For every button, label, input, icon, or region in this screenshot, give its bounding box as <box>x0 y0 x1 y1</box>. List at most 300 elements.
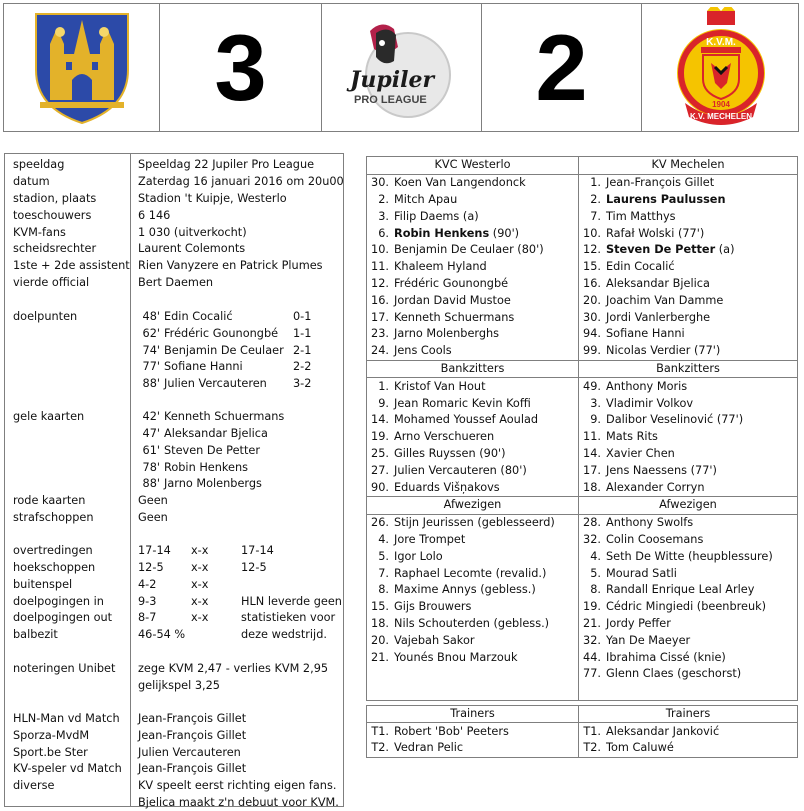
lineup-row <box>367 208 798 225</box>
card-minute: 47' <box>142 427 160 440</box>
stat-value: 17-14 <box>138 544 171 557</box>
shirt-number: 15. <box>371 600 389 614</box>
stat-label: overtredingen <box>13 544 93 557</box>
home-player-cell <box>367 462 579 479</box>
info-label: KVM-fans <box>13 226 66 239</box>
info-value: Speeldag 22 Jupiler Pro League <box>138 158 315 171</box>
lineup-row <box>367 412 798 429</box>
player-name: Jordi Vanlerberghe <box>606 310 711 324</box>
stat-label: hoekschoppen <box>13 561 96 574</box>
away-player-cell <box>579 259 798 276</box>
lineup-row <box>367 259 798 276</box>
lineup-row <box>367 723 798 740</box>
away-player-cell <box>579 242 798 259</box>
lineup-body <box>367 157 798 758</box>
lineup-row <box>367 479 798 496</box>
shirt-number: 30. <box>583 310 601 324</box>
odds-row <box>5 660 343 677</box>
player-name: Aleksandar Janković <box>606 724 720 738</box>
away-player-cell <box>579 192 798 209</box>
shirt-number: T1. <box>371 724 389 738</box>
away-player-cell <box>579 723 798 740</box>
player-name: Aleksandar Bjelica <box>606 276 710 290</box>
info-row <box>5 224 343 241</box>
shirt-number: 25. <box>371 446 389 460</box>
lineup-row <box>367 616 798 633</box>
home-player-cell <box>367 514 579 531</box>
player-name: Jore Trompet <box>394 532 466 546</box>
shirt-number: 14. <box>371 413 389 427</box>
player-name: Filip Daems (a) <box>394 209 479 223</box>
card-player: Jarno Molenbergs <box>164 477 262 490</box>
lineup-row <box>367 632 798 649</box>
diverse-label: diverse <box>13 779 55 792</box>
info-row <box>5 207 343 224</box>
player-name: Raphael Lecomte (revalid.) <box>394 566 547 580</box>
player-name: Jens Cools <box>394 344 452 358</box>
lineup-row <box>367 446 798 463</box>
stat-note: 12-5 <box>241 561 267 574</box>
shirt-number: 17. <box>371 310 389 324</box>
info-value: 6 146 <box>138 209 171 222</box>
player-name: Joachim Van Damme <box>606 293 724 307</box>
player-name: Anthony Moris <box>606 379 688 393</box>
card-minute: 78' <box>142 461 160 474</box>
shirt-number: 8. <box>378 583 389 597</box>
shirt-number: 32. <box>583 633 601 647</box>
player-name: Nicolas Verdier (77') <box>606 344 721 358</box>
shirt-number: 77. <box>583 667 601 681</box>
match-header <box>3 3 799 132</box>
away-player-cell <box>579 565 798 582</box>
player-name: Jarno Molenberghs <box>394 327 500 341</box>
home-section-header: Bankzitters <box>367 360 579 378</box>
home-player-cell <box>367 343 579 360</box>
award-value: Jean-François Gillet <box>138 762 247 775</box>
player-name: Igor Lolo <box>394 549 443 563</box>
away-player-cell <box>579 683 798 700</box>
player-name: Steven De Petter <box>606 243 716 257</box>
info-row <box>5 240 343 257</box>
shirt-number: 30. <box>371 176 389 190</box>
yellow-cards-label: gele kaarten <box>13 410 85 423</box>
home-player-cell <box>367 292 579 309</box>
info-label: speeldag <box>13 158 65 171</box>
goal-score: 2-1 <box>293 344 312 357</box>
away-player-cell <box>579 532 798 549</box>
player-name: Julien Vercauteren (80') <box>394 463 527 477</box>
shirt-number: 4. <box>378 532 389 546</box>
home-player-cell <box>367 242 579 259</box>
shirt-number: T2. <box>583 741 601 755</box>
shirt-number: 14. <box>583 446 601 460</box>
shirt-number: 2. <box>590 192 601 206</box>
card-player: Kenneth Schuermans <box>164 410 285 423</box>
info-value: Stadion 't Kuipje, Westerlo <box>138 192 287 205</box>
away-player-cell <box>579 616 798 633</box>
shirt-number: 23. <box>371 327 389 341</box>
home-player-cell <box>367 412 579 429</box>
home-player-cell <box>367 309 579 326</box>
card-row <box>5 408 343 425</box>
player-name: Vajebah Sakor <box>394 633 475 647</box>
home-player-cell <box>367 446 579 463</box>
shirt-number: 94. <box>583 327 601 341</box>
player-name: Jordan David Mustoe <box>394 293 511 307</box>
card-minute: 42' <box>142 410 160 423</box>
player-name: Colin Coosemans <box>606 532 704 546</box>
shirt-number: 99. <box>583 344 601 358</box>
player-name: Kristof Van Hout <box>394 379 486 393</box>
goal-score: 1-1 <box>293 327 312 340</box>
shirt-number: 9. <box>378 396 389 410</box>
stat-value: 12-5 <box>138 561 164 574</box>
shirt-number: 11. <box>371 260 389 274</box>
lineup-row <box>367 343 798 360</box>
away-player-cell <box>579 395 798 412</box>
away-section-header: Trainers <box>579 705 798 723</box>
home-player-cell <box>367 378 579 395</box>
lineup-table <box>366 156 798 758</box>
player-name: Kenneth Schuermans <box>394 310 515 324</box>
away-section-header: Bankzitters <box>579 360 798 378</box>
stat-note: 17-14 <box>241 544 274 557</box>
shirt-number: 3. <box>590 396 601 410</box>
away-player-cell <box>579 208 798 225</box>
player-name: Cédric Mingiedi (beenbreuk) <box>606 600 767 614</box>
stat-value: 46-54 % <box>138 628 186 641</box>
lineup-row <box>367 548 798 565</box>
away-player-cell <box>579 649 798 666</box>
player-name: Tim Matthys <box>606 209 676 223</box>
away-player-cell <box>579 666 798 683</box>
lineup-row <box>367 276 798 293</box>
player-name: Randall Enrique Leal Arley <box>606 583 755 597</box>
shirt-number: 5. <box>590 566 601 580</box>
card-row <box>5 425 343 442</box>
away-logo-cell <box>642 4 800 131</box>
kv-mechelen-crest-icon <box>671 7 771 129</box>
shirt-number: 12. <box>583 243 601 257</box>
info-label: scheidsrechter <box>13 242 97 255</box>
away-player-cell <box>579 309 798 326</box>
card-player: Aleksandar Bjelica <box>164 427 268 440</box>
red-cards-value: Geen <box>138 494 168 507</box>
shirt-number: 21. <box>583 616 601 630</box>
info-label: vierde official <box>13 276 90 289</box>
lineup-row <box>367 242 798 259</box>
odds-row <box>5 677 343 694</box>
shirt-number: 49. <box>583 379 601 393</box>
award-value: Jean-François Gillet <box>138 712 247 725</box>
player-name: Rafał Wolski (77') <box>606 226 705 240</box>
lineup-row <box>367 532 798 549</box>
home-logo-cell <box>4 4 160 131</box>
shirt-number: 90. <box>371 480 389 494</box>
odds-line: gelijkspel 3,25 <box>138 679 220 692</box>
away-player-cell <box>579 276 798 293</box>
westerlo-crest-icon <box>32 10 132 126</box>
away-player-cell <box>579 548 798 565</box>
shirt-number: 16. <box>583 276 601 290</box>
home-score: 3 <box>214 14 267 120</box>
home-player-cell <box>367 429 579 446</box>
shirt-number: 1. <box>590 176 601 190</box>
league-logo-cell <box>322 4 482 131</box>
stat-note: statistieken voor <box>241 611 336 624</box>
stat-value-alt: x-x <box>191 595 209 608</box>
info-label: stadion, plaats <box>13 192 97 205</box>
player-name: Koen Van Langendonck <box>394 176 526 190</box>
home-player-cell <box>367 259 579 276</box>
stat-label: doelpogingen out <box>13 611 113 624</box>
player-name: Mitch Apau <box>394 192 458 206</box>
lineup-row <box>367 174 798 191</box>
lineup-row <box>367 565 798 582</box>
stat-value-alt: x-x <box>191 544 209 557</box>
home-section-header: KVC Westerlo <box>367 157 579 175</box>
shirt-number: 7. <box>590 209 601 223</box>
home-player-cell <box>367 582 579 599</box>
award-row <box>5 744 343 761</box>
goal-score: 3-2 <box>293 377 312 390</box>
away-player-cell <box>579 225 798 242</box>
shirt-number: 24. <box>371 344 389 358</box>
shirt-number: 18. <box>371 616 389 630</box>
stat-row <box>5 593 343 610</box>
player-name: Frédéric Gounongbé <box>394 276 509 290</box>
player-name: Sofiane Hanni <box>606 327 685 341</box>
crest-year: 1904 <box>712 99 730 109</box>
player-name: Anthony Swolfs <box>606 516 694 530</box>
goal-scorer: Sofiane Hanni <box>164 360 243 373</box>
card-minute: 61' <box>142 444 160 457</box>
info-row <box>5 257 343 274</box>
away-player-cell <box>579 378 798 395</box>
award-label: HLN-Man vd Match <box>13 712 120 725</box>
diverse-row <box>5 794 343 811</box>
shirt-number: 3. <box>378 209 389 223</box>
info-row <box>5 190 343 207</box>
lineup-row <box>367 378 798 395</box>
info-row <box>5 156 343 173</box>
match-info-panel <box>4 153 344 807</box>
lineup-row <box>367 740 798 757</box>
league-subtitle: PRO LEAGUE <box>353 93 427 106</box>
player-note: (90') <box>489 226 520 240</box>
player-name: Gijs Brouwers <box>394 600 472 614</box>
away-player-cell <box>579 446 798 463</box>
stat-value-alt: x-x <box>191 561 209 574</box>
award-label: Sport.be Ster <box>13 746 88 759</box>
home-section-header: Afwezigen <box>367 496 579 514</box>
away-player-cell <box>579 514 798 531</box>
section-header-row <box>367 360 798 378</box>
shirt-number: 15. <box>583 260 601 274</box>
card-row <box>5 459 343 476</box>
player-name: Yan De Maeyer <box>606 633 691 647</box>
player-note: (a) <box>715 243 735 257</box>
lineup-row <box>367 292 798 309</box>
home-player-cell <box>367 192 579 209</box>
shirt-number: 27. <box>371 463 389 477</box>
home-player-cell <box>367 208 579 225</box>
player-name: Maxime Annys (gebless.) <box>394 583 536 597</box>
shirt-number: 12. <box>371 276 389 290</box>
player-name: Alexander Corryn <box>606 480 705 494</box>
shirt-number: 26. <box>371 516 389 530</box>
info-row <box>5 173 343 190</box>
card-player: Robin Henkens <box>164 461 249 474</box>
lineup-row <box>367 582 798 599</box>
player-name: Mohamed Youssef Aoulad <box>394 413 539 427</box>
info-row <box>5 492 343 509</box>
home-score-cell <box>160 4 322 131</box>
home-player-cell <box>367 723 579 740</box>
player-name: Edin Cocalić <box>606 260 675 274</box>
goal-minute: 62' <box>142 327 160 340</box>
shirt-number: 21. <box>371 650 389 664</box>
home-player-cell <box>367 548 579 565</box>
home-player-cell <box>367 174 579 191</box>
stat-value-alt: x-x <box>191 611 209 624</box>
shirt-number: 9. <box>590 413 601 427</box>
goals-label: doelpunten <box>13 310 78 323</box>
diverse-line: KV speelt eerst richting eigen fans. <box>138 779 337 792</box>
league-wordmark: Jupiler <box>349 66 434 93</box>
home-player-cell <box>367 326 579 343</box>
section-header-row <box>367 496 798 514</box>
home-player-cell <box>367 740 579 757</box>
away-score-cell <box>482 4 642 131</box>
stat-row <box>5 542 343 559</box>
home-player-cell <box>367 532 579 549</box>
shirt-number: 19. <box>583 600 601 614</box>
home-player-cell <box>367 649 579 666</box>
stat-row <box>5 626 343 643</box>
stat-value: 4-2 <box>138 578 157 591</box>
stat-label: doelpogingen in <box>13 595 104 608</box>
shirt-number: 11. <box>583 430 601 444</box>
goal-row <box>5 325 343 342</box>
away-player-cell <box>579 582 798 599</box>
home-player-cell <box>367 616 579 633</box>
award-value: Julien Vercauteren <box>138 746 241 759</box>
shirt-number: 4. <box>590 549 601 563</box>
shirt-number: 2. <box>378 192 389 206</box>
shirt-number: 10. <box>583 226 601 240</box>
player-name: Stijn Jeurissen (geblesseerd) <box>394 516 555 530</box>
away-player-cell <box>579 343 798 360</box>
home-player-cell <box>367 225 579 242</box>
info-row <box>5 509 343 526</box>
shirt-number: T1. <box>583 724 601 738</box>
award-label: KV-speler vd Match <box>13 762 122 775</box>
goal-minute: 77' <box>142 360 160 373</box>
info-value: Bert Daemen <box>138 276 214 289</box>
player-name: Jens Naessens (77') <box>606 463 717 477</box>
goal-row <box>5 342 343 359</box>
goal-scorer: Frédéric Gounongbé <box>164 327 279 340</box>
award-row <box>5 760 343 777</box>
stat-row <box>5 576 343 593</box>
player-name: Vedran Pelic <box>394 741 464 755</box>
lineup-row <box>367 462 798 479</box>
stat-row <box>5 559 343 576</box>
away-player-cell <box>579 292 798 309</box>
card-row <box>5 442 343 459</box>
stat-note: deze wedstrijd. <box>241 628 327 641</box>
section-header-row <box>367 157 798 175</box>
home-player-cell <box>367 683 579 700</box>
away-player-cell <box>579 326 798 343</box>
goal-minute: 88' <box>142 377 160 390</box>
card-minute: 88' <box>142 477 160 490</box>
jupiler-pro-league-logo-icon <box>342 13 462 123</box>
lineup-row <box>367 192 798 209</box>
shirt-number: 7. <box>378 566 389 580</box>
penalties-value: Geen <box>138 511 168 524</box>
home-player-cell <box>367 565 579 582</box>
lineup-row <box>367 429 798 446</box>
card-player: Steven De Petter <box>164 444 260 457</box>
player-name: Benjamin De Ceulaer (80') <box>394 243 544 257</box>
stat-value: 9-3 <box>138 595 157 608</box>
player-name: Younés Bnou Marzouk <box>394 650 518 664</box>
lineup-row <box>367 683 798 700</box>
player-name: Jordy Peffer <box>606 616 671 630</box>
award-value: Jean-François Gillet <box>138 729 247 742</box>
away-player-cell <box>579 462 798 479</box>
away-player-cell <box>579 479 798 496</box>
away-score: 2 <box>535 14 588 120</box>
home-player-cell <box>367 276 579 293</box>
shirt-number: 1. <box>378 379 389 393</box>
shirt-number: 18. <box>583 480 601 494</box>
diverse-line: Bjelica maakt z'n debuut voor KVM. <box>138 796 339 809</box>
award-row <box>5 710 343 727</box>
info-value: Zaterdag 16 januari 2016 om 20u00 <box>138 175 344 188</box>
player-name: Robin Henkens <box>394 226 490 240</box>
player-name: Gilles Ruyssen (90') <box>394 446 506 460</box>
info-label: 1ste + 2de assistent <box>13 259 130 272</box>
info-value: Rien Vanyzere en Patrick Plumes <box>138 259 323 272</box>
stat-note: HLN leverde geen <box>241 595 342 608</box>
player-name: Tom Caluwé <box>606 741 674 755</box>
shirt-number: 20. <box>371 633 389 647</box>
player-name: Seth De Witte (heupblessure) <box>606 549 773 563</box>
stat-value-alt: x-x <box>191 578 209 591</box>
away-section-header: KV Mechelen <box>579 157 798 175</box>
lineup-row <box>367 666 798 683</box>
stat-label: balbezit <box>13 628 58 641</box>
shirt-number: 10. <box>371 243 389 257</box>
info-label: toeschouwers <box>13 209 92 222</box>
shirt-number: 5. <box>378 549 389 563</box>
player-name: Khaleem Hyland <box>394 260 487 274</box>
shirt-number: 17. <box>583 463 601 477</box>
shirt-number: 8. <box>590 583 601 597</box>
player-name: Laurens Paulussen <box>606 192 726 206</box>
info-label: datum <box>13 175 50 188</box>
away-player-cell <box>579 632 798 649</box>
player-name: Mats Rits <box>606 430 658 444</box>
player-name: Nils Schouterden (gebless.) <box>394 616 550 630</box>
odds-line: zege KVM 2,47 - verlies KVM 2,95 <box>138 662 329 675</box>
stat-value: 8-7 <box>138 611 157 624</box>
home-player-cell <box>367 666 579 683</box>
home-player-cell <box>367 599 579 616</box>
